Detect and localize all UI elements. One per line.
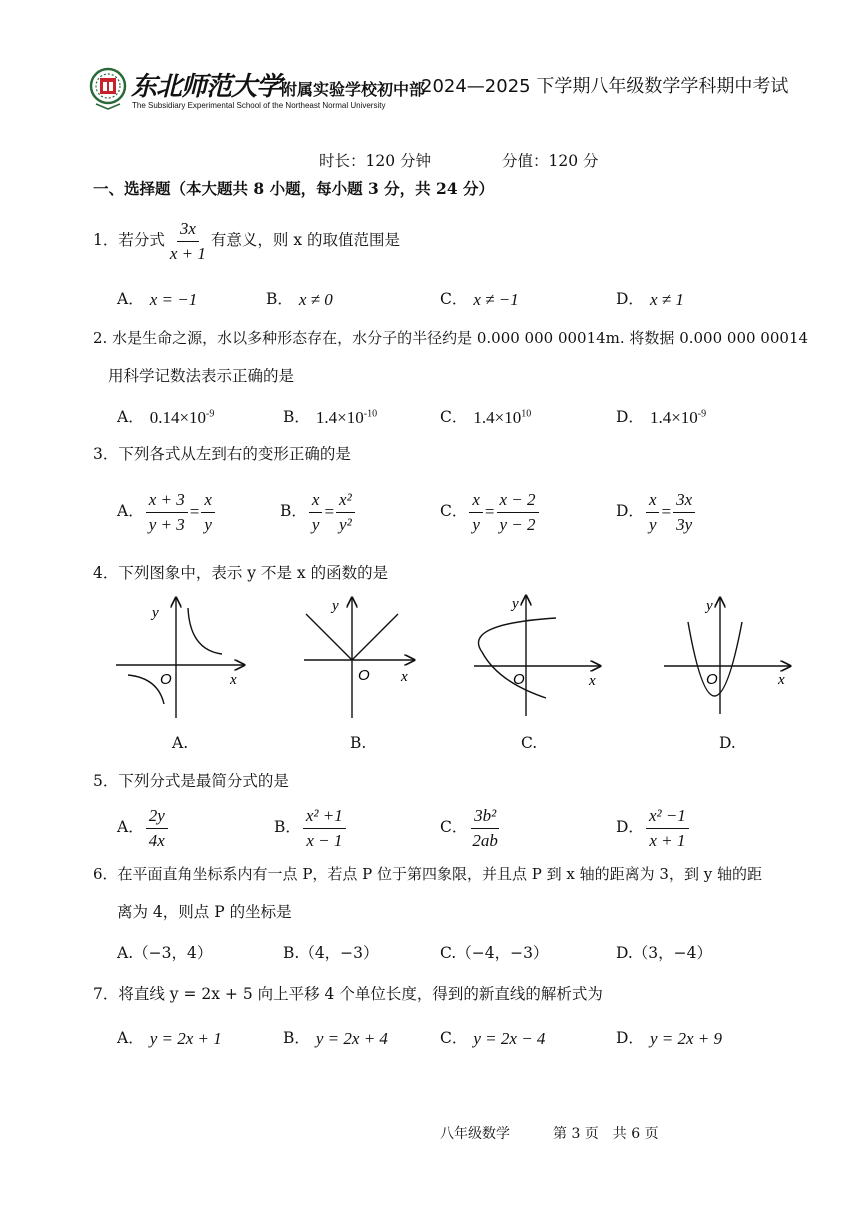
option-expr: x ≠ 1 (649, 290, 684, 309)
axis-label-y: y (332, 598, 339, 614)
option-label: C． (440, 408, 468, 427)
axis-label-x: x (778, 672, 785, 688)
exponent: 10 (521, 408, 532, 420)
footer-subject: 八年级数学 (440, 1126, 510, 1142)
curve-branch (128, 675, 164, 704)
fraction-denominator: y (204, 514, 212, 534)
fraction-numerator: x² −1 (646, 806, 689, 829)
graph-d-parabola[interactable] (660, 592, 800, 722)
q7-option-b[interactable] (283, 1029, 388, 1049)
axis-label-y: y (512, 596, 519, 612)
option-label: A． (117, 818, 144, 837)
school-name-cn: 东北师范大学 (131, 72, 282, 102)
option-expr: y = 2x + 9 (649, 1029, 722, 1048)
fraction-denominator: y − 2 (499, 514, 536, 534)
fraction-numerator: x (469, 490, 483, 513)
origin-label: O (358, 667, 370, 684)
q1-option-b[interactable] (266, 290, 333, 310)
graph-a-label[interactable]: A. (172, 734, 189, 752)
exponent: -9 (206, 408, 215, 420)
q1-option-a[interactable] (117, 290, 197, 310)
q3-option-a[interactable] (117, 490, 217, 534)
fraction-numerator: x² +1 (303, 806, 346, 829)
q5-option-c[interactable] (440, 806, 503, 850)
fraction-denominator: y (648, 514, 657, 534)
school-name-cn-2: 附属实验学校初中部 (281, 80, 426, 99)
axis-label-y: y (152, 605, 159, 621)
fraction-denominator: y² (339, 514, 352, 534)
q6-option-b[interactable]: B.（4，−3） (283, 944, 379, 962)
option-label: D． (616, 502, 644, 521)
q2-option-a[interactable] (117, 408, 214, 428)
option-expr: 1.4×10 (315, 408, 364, 427)
axis-label-y: y (706, 598, 713, 614)
curve-branch (188, 608, 222, 654)
option-label: C． (440, 818, 468, 837)
origin-label: O (706, 671, 718, 688)
option-label: A． (117, 1029, 144, 1048)
equals-sign: = (189, 502, 200, 522)
option-label: A． (117, 408, 144, 427)
option-label: B． (280, 502, 307, 521)
option-label: B． (283, 408, 310, 427)
fraction (167, 219, 209, 263)
question-text: 若分式 (118, 231, 165, 250)
option-expr: x ≠ −1 (473, 290, 519, 309)
fraction-denominator: y (311, 514, 320, 534)
fraction-numerator: 3b² (471, 806, 499, 829)
section-title: 一、选择题（本大题共 8 小题，每小题 3 分，共 24 分） (93, 179, 495, 198)
option-label: B． (283, 1029, 310, 1048)
axis-label-x: x (401, 669, 408, 685)
fraction-numerator: x (646, 490, 660, 513)
origin-label: O (513, 671, 525, 688)
school-emblem-icon (88, 62, 128, 110)
question-2-line2: 用科学记数法表示正确的是 (108, 367, 295, 385)
q7-option-d[interactable] (616, 1029, 722, 1049)
fraction-denominator: 2ab (472, 830, 498, 850)
equals-sign: = (661, 502, 672, 522)
q5-option-d[interactable] (616, 806, 691, 850)
q1-option-c[interactable] (440, 290, 519, 310)
fraction-denominator: x + 1 (649, 830, 686, 850)
option-label: D． (616, 818, 644, 837)
option-expr: x = −1 (149, 290, 198, 309)
graph-c-label[interactable]: C. (521, 734, 538, 752)
q2-option-c[interactable] (440, 408, 531, 428)
option-label: C． (440, 290, 468, 309)
question-6-line2: 离为 4，则点 P 的坐标是 (117, 903, 292, 921)
fraction-numerator: x (201, 490, 215, 513)
exponent: -9 (697, 408, 707, 420)
graph-d-label[interactable]: D. (719, 734, 736, 752)
fraction-denominator: x + 1 (169, 243, 206, 263)
school-logo (88, 62, 128, 114)
question-6-line1: 6．在平面直角坐标系内有一点 P，若点 P 位于第四象限，并且点 P 到 x 轴的距离为 3，到 y 轴的距 (93, 865, 762, 883)
question-text: 有意义，则 x 的取值范围是 (210, 231, 401, 250)
q7-option-a[interactable] (117, 1029, 222, 1049)
graph-a-hyperbola[interactable] (112, 592, 252, 722)
fraction-denominator: y (472, 514, 480, 534)
question-7-stem: 7．将直线 y = 2x + 5 向上平移 4 个单位长度，得到的新直线的解析式为 (93, 985, 603, 1003)
fraction-denominator: 3y (676, 514, 693, 534)
option-expr: y = 2x − 4 (473, 1029, 546, 1048)
fraction-numerator: 3x (177, 219, 199, 242)
fraction-numerator: x² (336, 490, 355, 513)
graph-b-absolute[interactable] (300, 592, 420, 722)
fraction-numerator: 3x (673, 490, 695, 513)
option-label: B． (274, 818, 301, 837)
option-label: A． (117, 290, 144, 309)
option-expr: y = 2x + 4 (315, 1029, 388, 1048)
question-1-stem (93, 219, 400, 263)
exam-score: 分值：120 分 (502, 152, 599, 170)
equals-sign: = (324, 502, 335, 522)
option-expr: 1.4×10 (649, 408, 698, 427)
equals-sign: = (484, 502, 495, 522)
school-name (131, 66, 425, 103)
fraction-denominator: 4x (148, 830, 165, 850)
fraction-denominator: y + 3 (148, 514, 185, 534)
option-expr: y = 2x + 1 (149, 1029, 222, 1048)
q6-option-a[interactable]: A.（−3，4） (117, 944, 213, 962)
option-expr: x ≠ 0 (298, 290, 333, 309)
q3-option-d[interactable] (616, 490, 697, 534)
axis-label-x: x (230, 672, 237, 688)
q2-option-b[interactable] (283, 408, 377, 428)
question-5-stem: 5．下列分式是最简分式的是 (93, 772, 289, 790)
option-label: D． (616, 290, 644, 309)
q7-option-c[interactable] (440, 1029, 545, 1049)
question-4-stem: 4．下列图象中，表示 y 不是 x 的函数的是 (93, 564, 389, 582)
question-2-line1: 2. 水是生命之源，水以多种形态存在，水分子的半径约是 0.000 000 00014m. 将数据 0.000 000 00014 (93, 329, 809, 347)
fraction-numerator: x − 2 (497, 490, 539, 513)
q6-option-d[interactable]: D.（3，−4） (616, 944, 713, 962)
q6-option-c[interactable]: C.（−4，−3） (440, 944, 549, 962)
q2-option-d[interactable] (616, 408, 706, 428)
q5-option-b[interactable] (274, 806, 348, 850)
q3-option-b[interactable] (280, 490, 357, 534)
fraction-numerator: 2y (146, 806, 168, 829)
question-number: 1． (93, 231, 119, 250)
q3-option-c[interactable] (440, 490, 541, 534)
fraction-numerator: x + 3 (146, 490, 188, 513)
exam-duration: 时长：120 分钟 (319, 152, 432, 170)
fraction-numerator: x (309, 490, 323, 513)
origin-label: O (160, 671, 172, 688)
exam-title: 2024—2025 下学期八年级数学学科期中考试 (421, 76, 789, 97)
exponent: -10 (363, 408, 378, 420)
option-label: A． (117, 502, 144, 521)
q1-option-d[interactable] (616, 290, 684, 310)
option-expr: 0.14×10 (149, 408, 207, 427)
option-expr: 1.4×10 (473, 408, 522, 427)
option-label: C． (440, 502, 468, 521)
question-3-stem: 3．下列各式从左到右的变形正确的是 (93, 445, 351, 463)
axis-label-x: x (589, 673, 596, 689)
option-label: B． (266, 290, 293, 309)
q5-option-a[interactable] (117, 806, 170, 850)
option-label: C． (440, 1029, 468, 1048)
graph-c-sideways-parabola[interactable] (470, 590, 610, 720)
footer-page-number: 第 3 页 共 6 页 (553, 1126, 659, 1142)
option-label: D． (616, 408, 644, 427)
school-name-en: The Subsidiary Experimental School of the Northeast Normal University (132, 101, 386, 110)
fraction-denominator: x − 1 (306, 830, 343, 850)
graph-b-label[interactable]: B. (350, 734, 367, 752)
option-label: D． (616, 1029, 644, 1048)
